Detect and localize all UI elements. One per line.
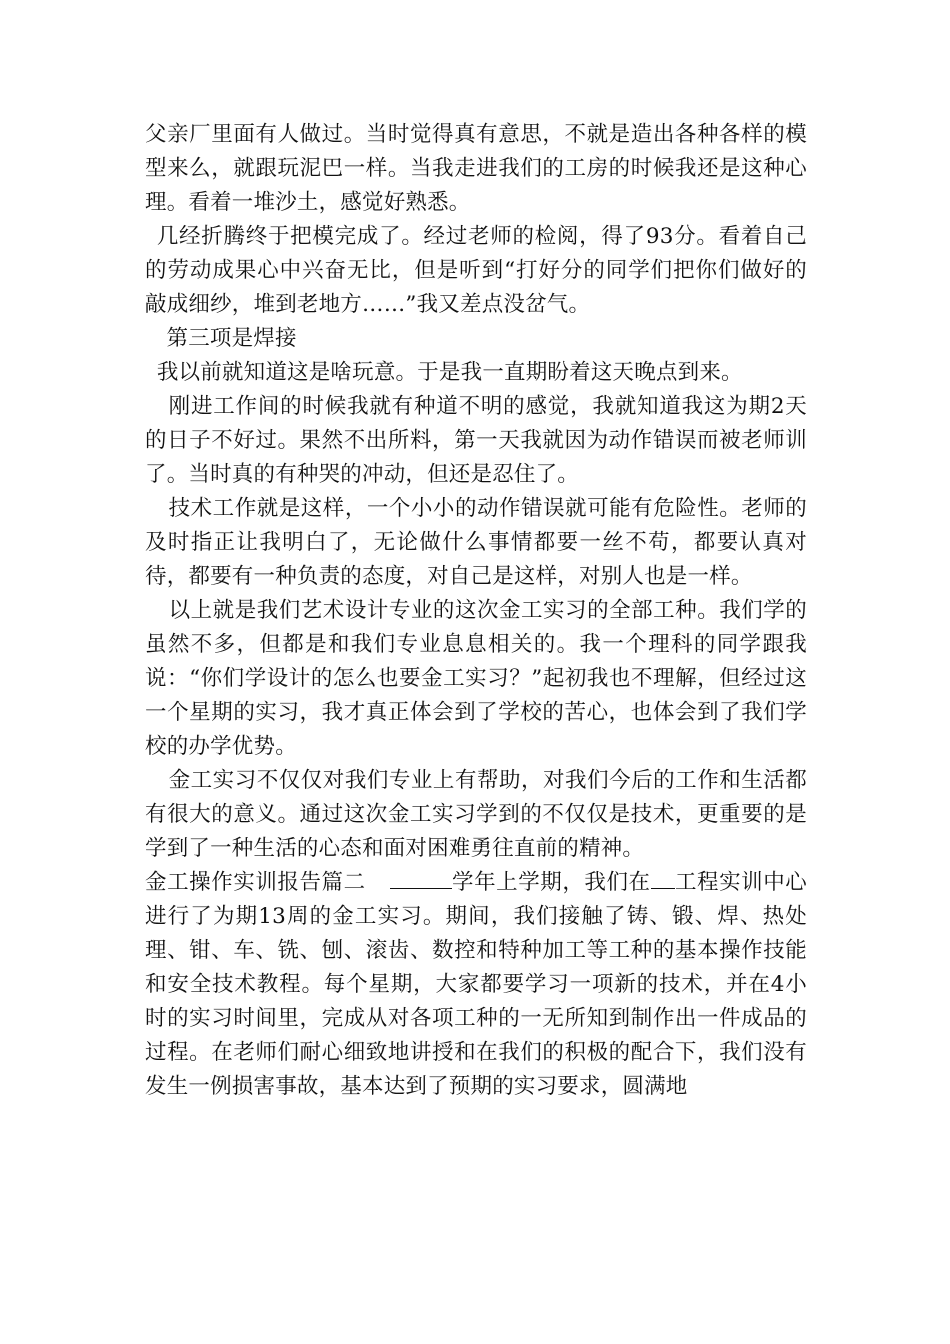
paragraph-welding-anticipation: 我以前就知道这是啥玩意。于是我一直期盼着这天晚点到来。 xyxy=(156,360,743,385)
section-heading: 金工操作实训报告篇二 xyxy=(145,870,366,895)
paragraph-welding-experience: 刚进工作间的时候我就有种道不明的感觉，我就知道我这为期2天的日子不好过。果然不出所料，第一天我就因为动作错误而被老师训了。当时真的有种哭的冲动，但还是忍住了。 xyxy=(145,394,807,487)
paragraph-significance: 金工实习不仅仅对我们专业上有帮助，对我们今后的工作和生活都有很大的意义。通过这次金工实习学到的不仅仅是技术，更重要的是学到了一种生活的心态和面对困难勇往直前的精神。 xyxy=(145,768,807,861)
paragraph-summary: 以上就是我们艺术设计专业的这次金工实习的全部工种。我们学的虽然不多，但都是和我们专业息息相关的。我一个理科的同学跟我说：“你们学设计的怎么也要金工实习？”起初我也不理解，但经过这一个星期的实习，我才真正体会到了学校的苦心，也体会到了我们学校的办学优势。 xyxy=(145,598,807,759)
paragraph-casting-result: 几经折腾终于把模完成了。经过老师的检阅，得了93分。看着自己的劳动成果心中兴奋无比，但是听到“打好分的同学们把你们做好的敲成细纱，堆到老地方……”我又差点没岔气。 xyxy=(145,224,807,317)
paragraph-technical-lesson: 技术工作就是这样，一个小小的动作错误就可能有危险性。老师的及时指正让我明白了，无论做什么事情都要一丝不苟，都要认真对待，都要有一种负责的态度，对自己是这样，对别人也是一样。 xyxy=(145,496,807,589)
paragraph-casting-intro: 父亲厂里面有人做过。当时觉得真有意思，不就是造出各种各样的模型来么，就跟玩泥巴一样。当我走进我们的工房的时候我还是这种心理。看着一堆沙土，感觉好熟悉。 xyxy=(145,122,807,215)
paragraph-welding-heading: 第三项是焊接 xyxy=(166,326,297,351)
fill-in-blank-year xyxy=(390,866,452,889)
paragraph-report-part-two xyxy=(145,866,807,1104)
report-text-part2: 工程实训中心进行了为期13周的金工实习。期间，我们接触了铸、锻、焊、热处理、钳、车、铣、刨、滚齿、数控和特种加工等工种的基本操作技能和安全技术教程。每个星期，大家都要学习一项新的技术，并在4小时的实习时间里，完成从对各项工种的一无所知到制作出一件成品的过程。在老师们耐心细致地讲授和在我们的积极的配合下，我们没有发生一例损害事故，基本达到了预期的实习要求，圆满地 xyxy=(145,870,807,1099)
document-body xyxy=(145,118,807,1104)
fill-in-blank-institution xyxy=(651,866,675,889)
report-text-part1: 学年上学期，我们在 xyxy=(451,870,651,895)
